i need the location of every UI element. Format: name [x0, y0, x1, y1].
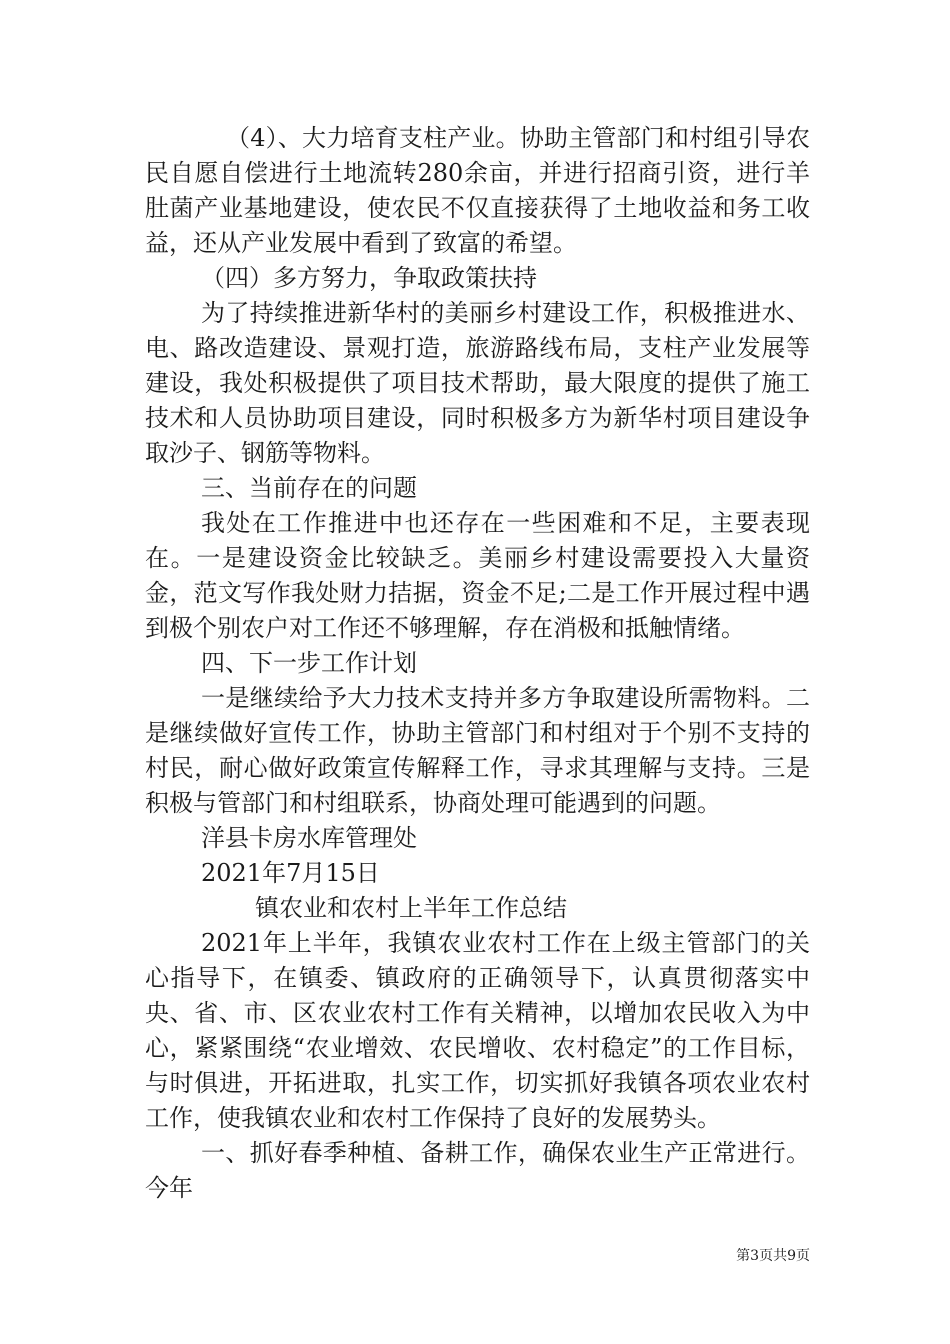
heading-policy-support: （四）多方努力，争取政策扶持 [201, 264, 537, 292]
paragraph-support-industry: （4）、大力培育支柱产业。协助主管部门和村组引导农民自愿自偿进行土地流转280余亩，并进行招商引资，进行羊肚菌产业基地建设，使农民不仅直接获得了土地收益和务工收益，还从产业发展中看到了致富的希望。 [145, 124, 810, 257]
heading-next-plan: 四、下一步工作计划 [201, 649, 417, 677]
paragraph-policy-support: 为了持续推进新华村的美丽乡村建设工作，积极推进水、电、路改造建设、景观打造，旅游路线布局，支柱产业发展等建设，我处积极提供了项目技术帮助，最大限度的提供了施工技术和人员协助项目建设，同时积极多方为新华村项目建设争取沙子、钢筋等物料。 [145, 299, 810, 467]
paragraph-next-plan: 一是继续给予大力技术支持并多方争取建设所需物料。二是继续做好宣传工作，协助主管部门和村组对于个别不支持的村民，耐心做好政策宣传解释工作，寻求其理解与支持。三是积极与管部门和村组联系，协商处理可能遇到的问题。 [145, 684, 810, 817]
paragraph-current-problems: 我处在工作推进中也还存在一些困难和不足，主要表现在。一是建设资金比较缺乏。美丽乡村建设需要投入大量资金，范文写作我处财力拮据，资金不足;二是工作开展过程中遇到极个别农户对工作还不够理解，存在消极和抵触情绪。 [145, 509, 810, 642]
paragraph-summary-intro: 2021年上半年，我镇农业农村工作在上级主管部门的关心指导下，在镇委、镇政府的正确领导下，认真贯彻落实中央、省、市、区农业农村工作有关精神，以增加农民收入为中心，紧紧围绕“农业增效、农民增收、农村稳定”的工作目标，与时俱进，开拓进取，扎实工作，切实抓好我镇各项农业农村工作，使我镇农业和农村工作保持了良好的发展势头。 [145, 929, 810, 1132]
page-number: 第3页共9页 [736, 1248, 810, 1264]
heading-current-problems: 三、当前存在的问题 [201, 474, 417, 502]
signature-date: 2021年7月15日 [201, 859, 380, 887]
signature-organization: 洋县卡房水库管理处 [201, 824, 417, 852]
paragraph-spring-planting: 一、抓好春季种植、备耕工作，确保农业生产正常进行。今年 [145, 1139, 810, 1202]
section-title: 镇农业和农村上半年工作总结 [255, 894, 567, 922]
document-body [145, 121, 810, 1206]
